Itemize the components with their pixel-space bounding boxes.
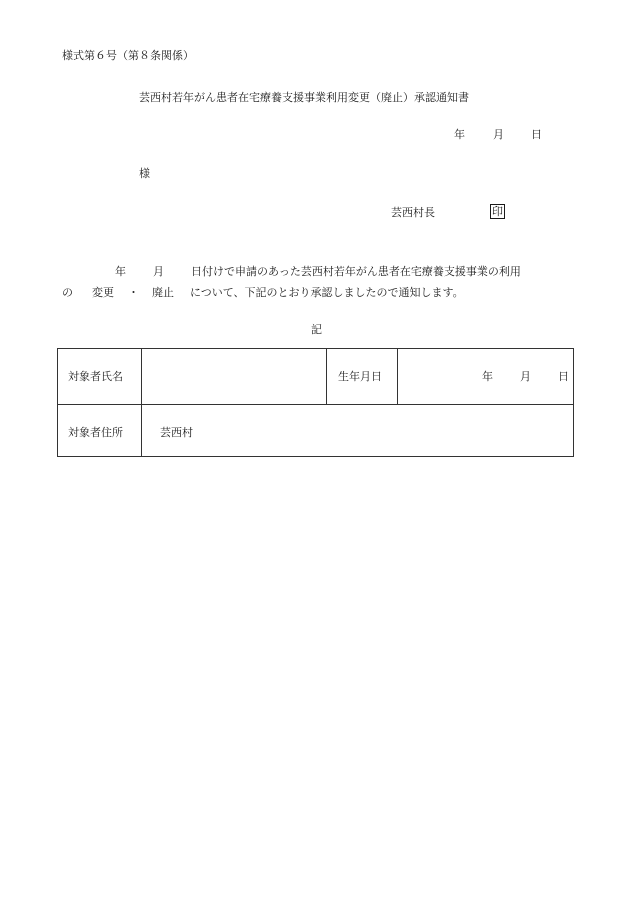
body-year-label: 年 bbox=[115, 265, 126, 278]
label-column-divider bbox=[141, 349, 142, 456]
date-year-label: 年 bbox=[454, 128, 465, 141]
birth-year-label: 年 bbox=[482, 370, 493, 383]
form-number: 様式第６号（第８条関係） bbox=[62, 49, 194, 62]
birth-label-left-divider bbox=[326, 349, 327, 404]
body-line-1: 日付けで申請のあった芸西村若年がん患者在宅療養支援事業の利用 bbox=[191, 265, 521, 278]
document-title: 芸西村若年がん患者在宅療養支援事業利用変更（廃止）承認通知書 bbox=[139, 91, 469, 104]
option-change: 変更 bbox=[92, 286, 114, 299]
ki-heading: 記 bbox=[311, 323, 322, 336]
date-month-label: 月 bbox=[493, 128, 504, 141]
seal-mark: 印 bbox=[492, 205, 503, 218]
birth-date-label: 生年月日 bbox=[338, 370, 382, 383]
birth-label-right-divider bbox=[397, 349, 398, 404]
date-day-label: 日 bbox=[531, 128, 542, 141]
issuer-name: 芸西村長 bbox=[391, 206, 435, 219]
body-month-label: 月 bbox=[153, 265, 164, 278]
addressee-suffix: 様 bbox=[139, 167, 150, 180]
body-particle: の bbox=[62, 286, 73, 299]
option-separator: ・ bbox=[128, 286, 139, 299]
table-row-divider bbox=[58, 404, 573, 405]
recipient-table bbox=[57, 348, 574, 457]
address-field[interactable]: 芸西村 bbox=[160, 426, 193, 439]
name-label: 対象者氏名 bbox=[68, 370, 123, 383]
birth-day-label: 日 bbox=[558, 370, 569, 383]
option-abolish: 廃止 bbox=[152, 286, 174, 299]
address-label: 対象者住所 bbox=[68, 426, 123, 439]
birth-month-label: 月 bbox=[520, 370, 531, 383]
body-line-2: について、下記のとおり承認しましたので通知します。 bbox=[190, 286, 464, 299]
